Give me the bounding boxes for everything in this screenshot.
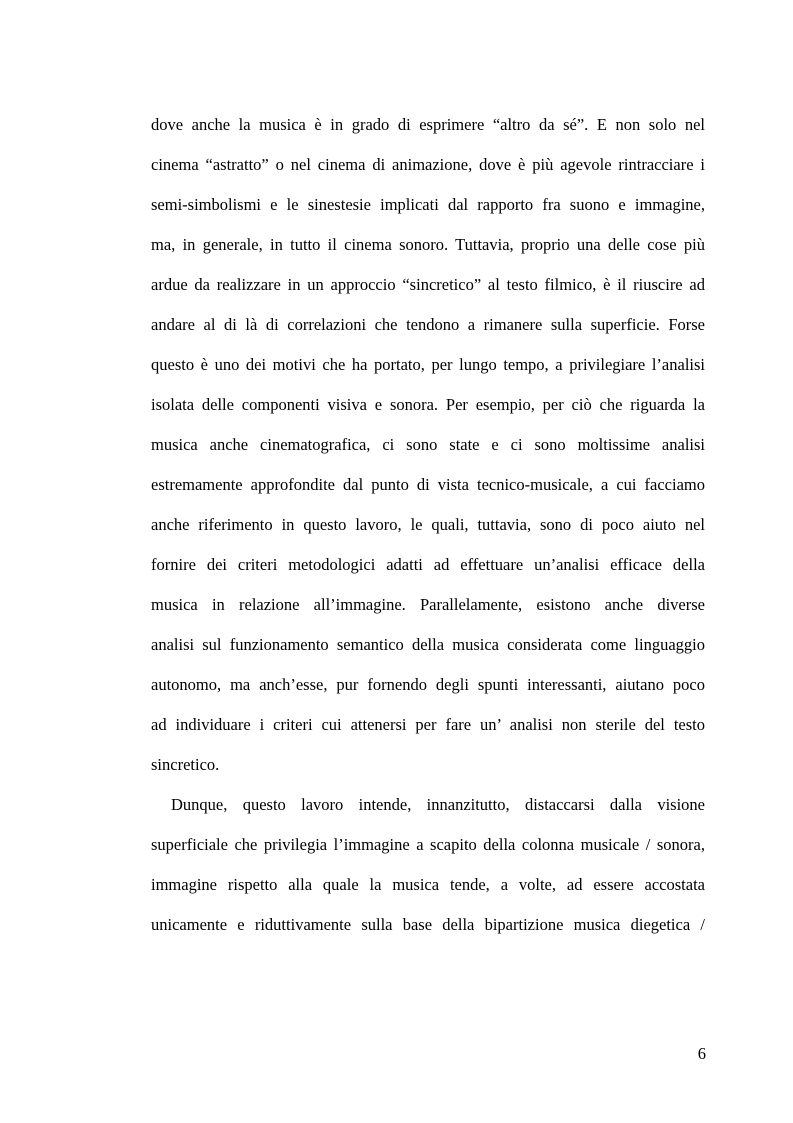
text-line: musica anche cinematografica, ci sono state e ci sono moltissime analisi [151, 435, 705, 454]
text-line: ma, in generale, in tutto il cinema sonoro. Tuttavia, proprio una delle cose più [151, 235, 705, 254]
text-line: anche riferimento in questo lavoro, le quali, tuttavia, sono di poco aiuto nel [151, 515, 705, 534]
page-number: 6 [697, 1044, 706, 1063]
text-line: analisi sul funzionamento semantico della musica considerata come linguaggio [151, 635, 705, 654]
text-line: Dunque, questo lavoro intende, innanzitutto, distaccarsi dalla visione [171, 795, 705, 814]
text-line: immagine rispetto alla quale la musica tende, a volte, ad essere accostata [151, 875, 705, 894]
text-line: musica in relazione all’immagine. Parallelamente, esistono anche diverse [151, 595, 705, 614]
text-line: autonomo, ma anch’esse, pur fornendo degli spunti interessanti, aiutano poco [151, 675, 705, 694]
text-line: fornire dei criteri metodologici adatti ad effettuare un’analisi efficace della [151, 555, 705, 574]
text-line: ardue da realizzare in un approccio “sincretico” al testo filmico, è il riuscire ad [151, 275, 705, 294]
text-line: sincretico. [151, 755, 220, 774]
text-line: dove anche la musica è in grado di esprimere “altro da sé”. E non solo nel [151, 115, 705, 134]
body-text [151, 110, 705, 950]
text-line: unicamente e riduttivamente sulla base della bipartizione musica diegetica / [151, 915, 705, 934]
text-line: semi-simbolismi e le sinestesie implicati dal rapporto fra suono e immagine, [151, 195, 705, 214]
text-line: estremamente approfondite dal punto di vista tecnico-musicale, a cui facciamo [151, 475, 705, 494]
text-line: andare al di là di correlazioni che tendono a rimanere sulla superficie. Forse [151, 315, 705, 334]
text-line: cinema “astratto” o nel cinema di animazione, dove è più agevole rintracciare i [151, 155, 705, 174]
text-line: questo è uno dei motivi che ha portato, per lungo tempo, a privilegiare l’analisi [151, 355, 705, 374]
text-line: superficiale che privilegia l’immagine a scapito della colonna musicale / sonora, [151, 835, 705, 854]
text-line: ad individuare i criteri cui attenersi per fare un’ analisi non sterile del testo [151, 715, 705, 734]
text-line: isolata delle componenti visiva e sonora. Per esempio, per ciò che riguarda la [151, 395, 705, 414]
